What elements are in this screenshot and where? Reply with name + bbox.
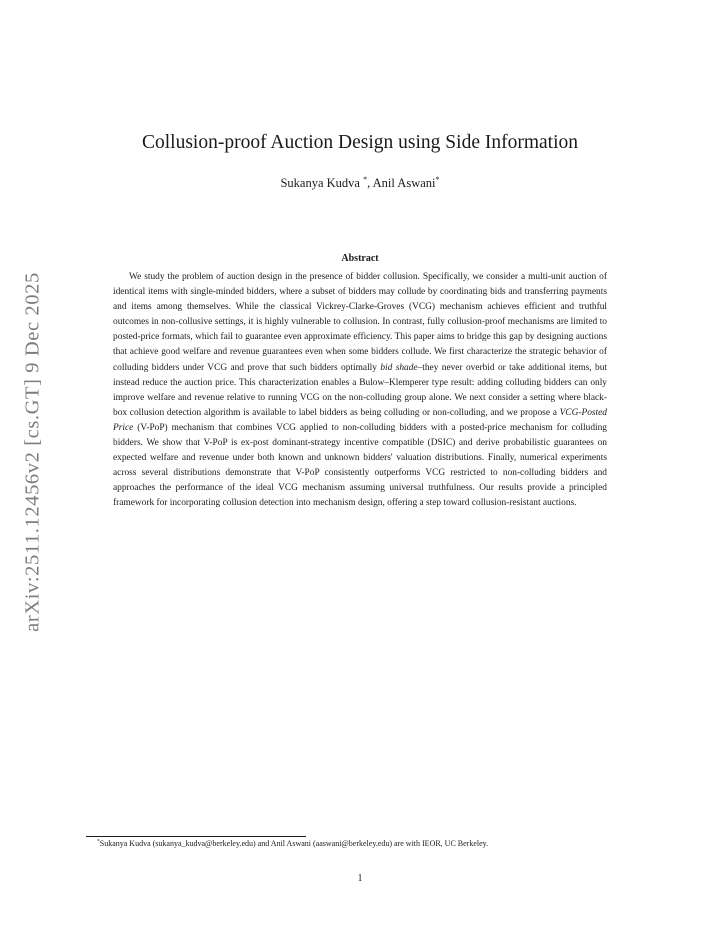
author-name-kudva: Sukanya Kudva — [280, 176, 364, 190]
author-line — [0, 176, 720, 191]
author-name-aswani: , Anil Aswani — [367, 176, 436, 190]
footnote-mark: * — [97, 838, 100, 845]
paper-title: Collusion-proof Auction Design using Side Information — [141, 132, 578, 153]
abstract-text: We study the problem of auction design in the presence of bidder collusion. Specifically, we consider a multi-unit auction of identical items with single-minded bidders, where a subset of bidders may collude by coordinating bids and transferring payments and items among themselves. While the classical Vickrey-Clarke-Groves (VCG) mechanism achieves efficient and truthful outcomes in non-collusive settings, it is highly vulnerable to collusion. In contrast, fully collusion-proof mechanisms are limited to posted-price formats, which fail to guarantee even approximate efficiency. This paper aims to bridge this gap by designing auctions that achieve good welfare and revenue guarantees even when some bidders collude. We first characterize the strategic behavior of colluding bidders under VCG and prove that such bidders optimally — [113, 272, 607, 373]
author-footnote-mark: * — [435, 174, 440, 184]
footnote-text: Sukanya Kudva (sukanya_kudva@berkeley.edu) and Anil Aswani (aaswani@berkeley.edu) are with IEOR, UC Berkeley. — [99, 839, 489, 848]
abstract-emphasis-bid-shade: bid shade — [380, 362, 418, 373]
author-footnote-mark: * — [363, 174, 368, 184]
footnote — [97, 839, 657, 848]
abstract-heading: Abstract — [341, 253, 379, 264]
abstract-emphasis-vcg-posted-price: VCG-Posted Price — [113, 407, 607, 433]
abstract-body — [113, 270, 607, 512]
abstract-text: (V-PoP) mechanism that combines VCG applied to non-colluding bidders with a posted-price mechanism for colluding bidders. We show that V-PoP is ex-post dominant-strategy incentive compatible (DSIC) and derive probabilistic guarantees on expected welfare and revenue under both known and unknown bidders' valuation distributions. Finally, numerical experiments across several distributions demonstrate that V-PoP consistently outperforms VCG restricted to non-colluding bidders and approaches the performance of the ideal VCG mechanism assuming universal truthfulness. Our results provide a principled framework for incorporating collusion detection into mechanism design, offering a step toward collusion-resistant auctions. — [113, 422, 607, 509]
abstract-text: –they never overbid or take additional items, but instead reduce the auction price. This characterization enables a Bulow–Klemperer type result: adding colluding bidders can only improve welfare and revenue relative to running VCG on the non-colluding group alone. We next consider a setting where black-box collusion detection algorithm is available to label bidders as being colluding or non-colluding, and we propose a — [113, 362, 608, 418]
arxiv-identifier-stamp: arXiv:2511.12456v2 [cs.GT] 9 Dec 2025 — [21, 272, 44, 632]
footnote-divider — [86, 836, 306, 837]
page-number: 1 — [357, 873, 363, 884]
